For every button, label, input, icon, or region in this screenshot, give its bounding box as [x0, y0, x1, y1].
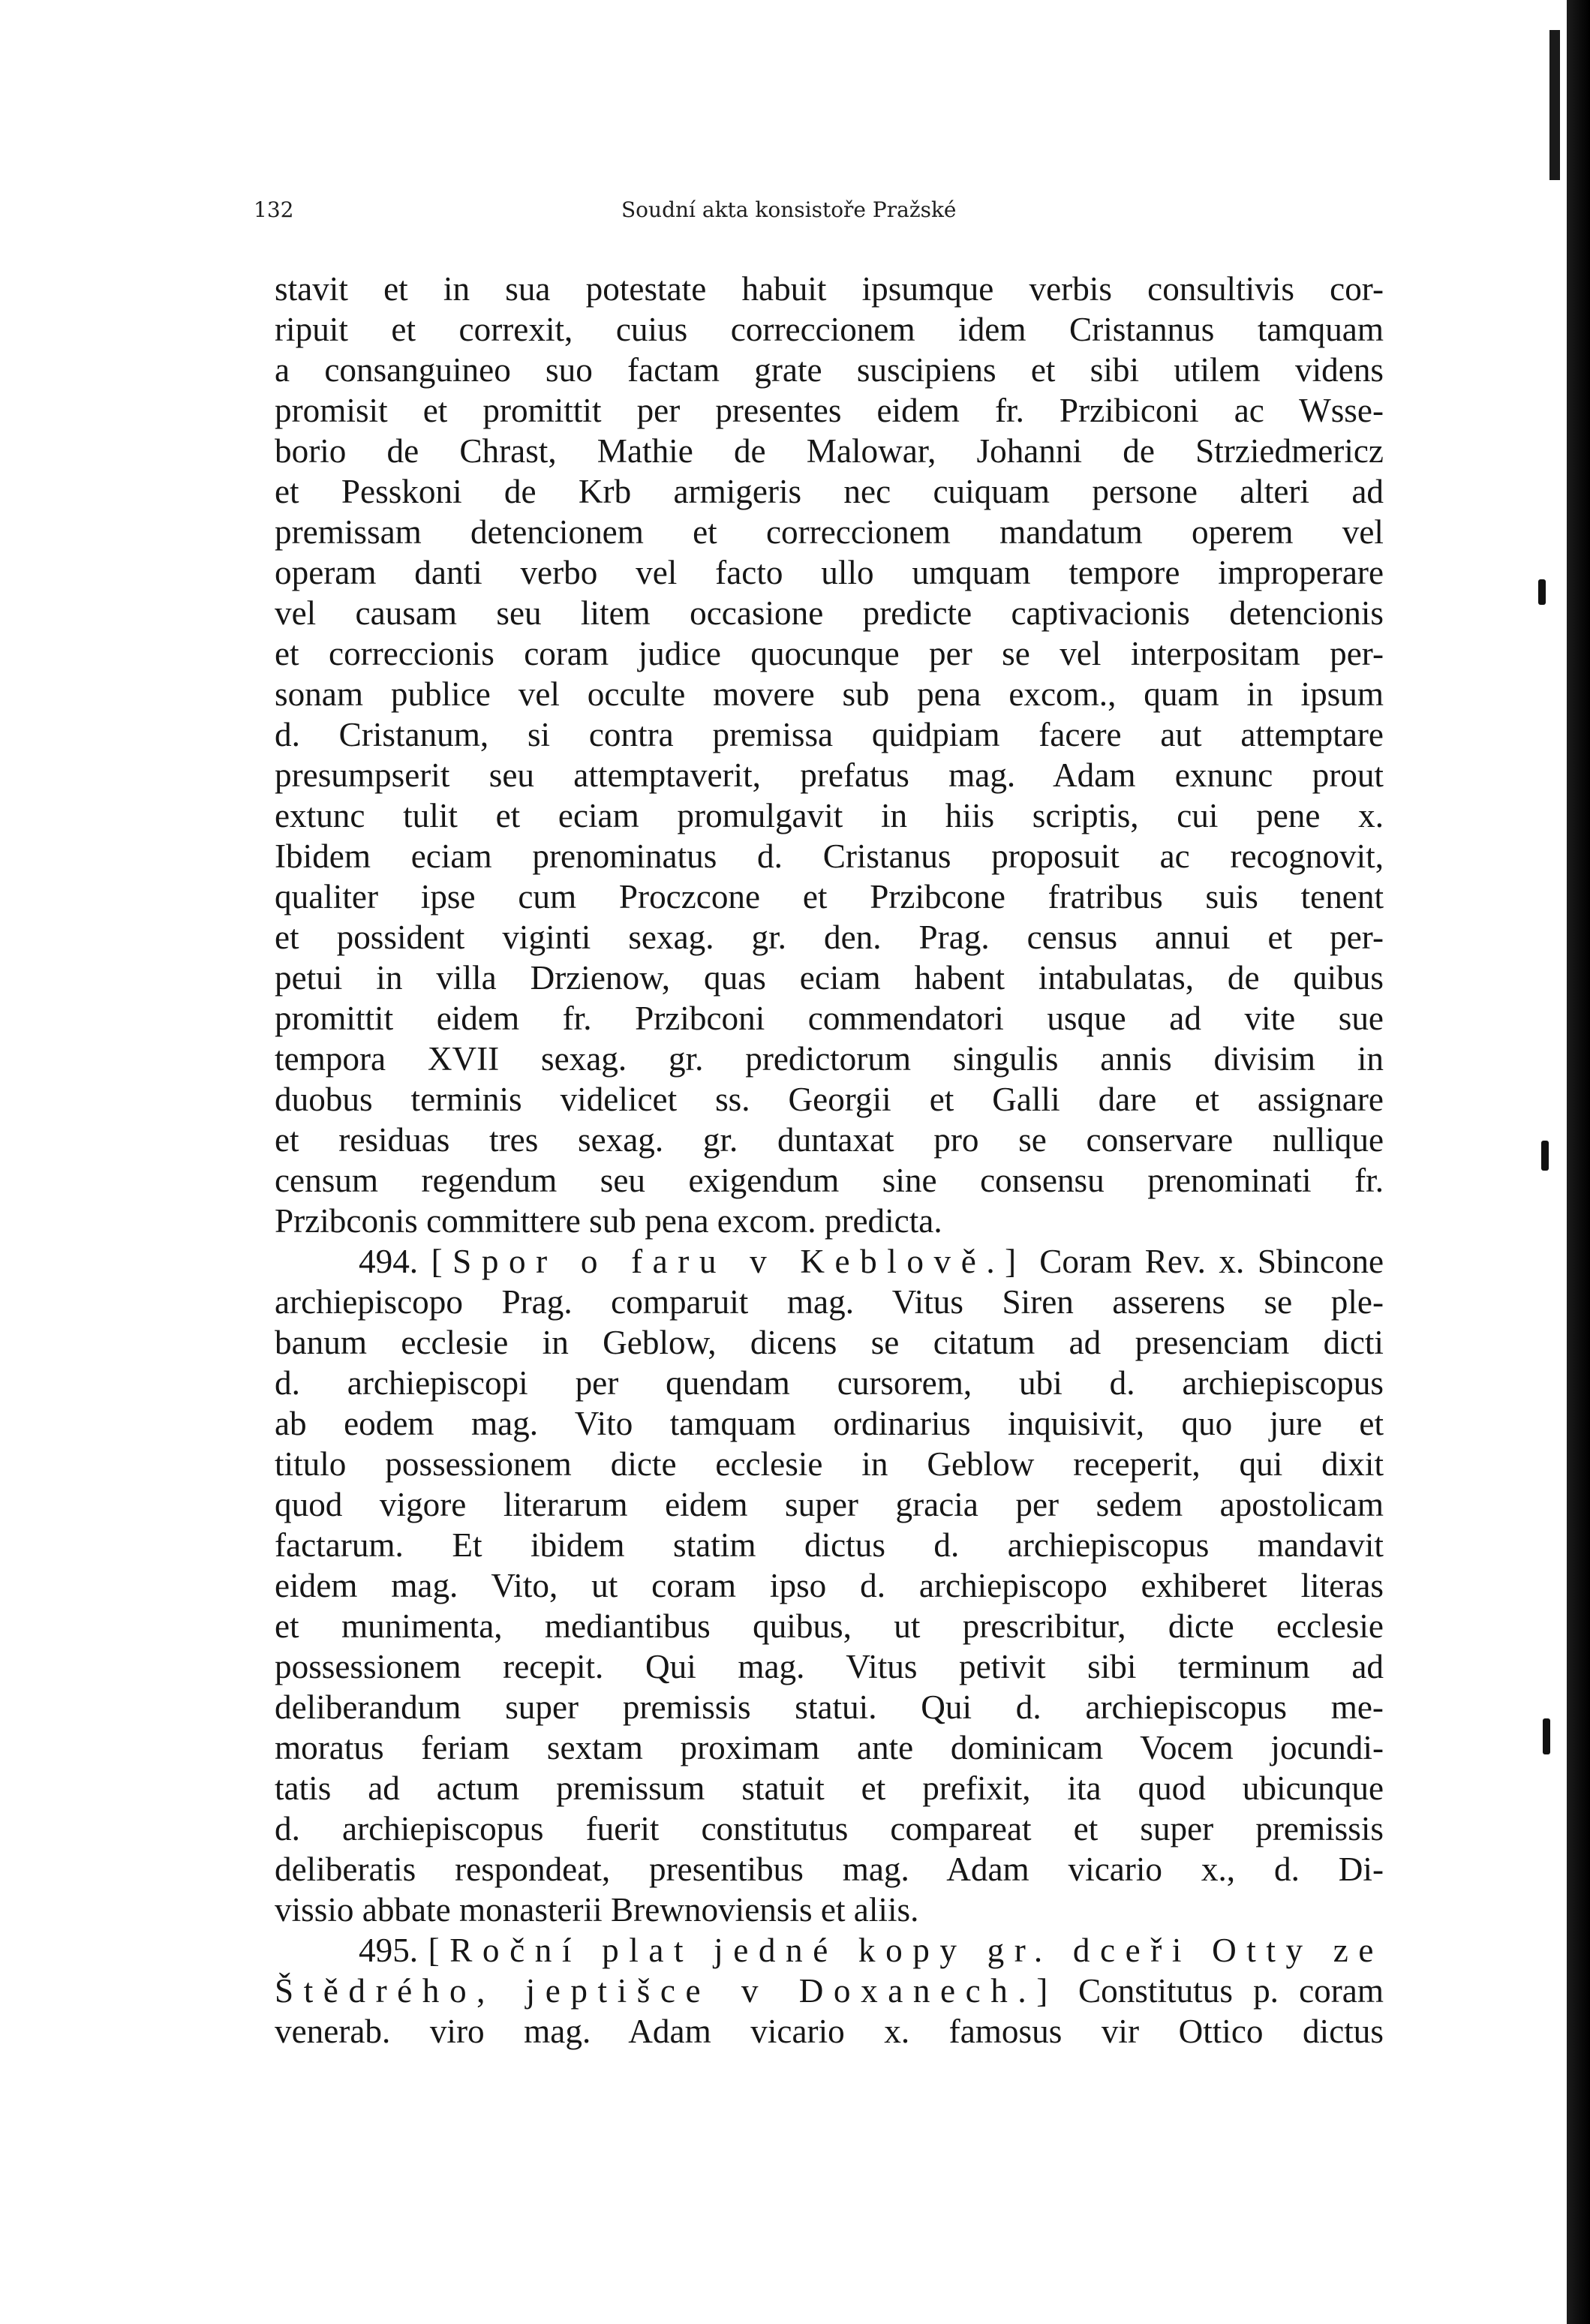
text-line: premissam detencionem et correccionem mandatum operem vel — [275, 513, 1384, 551]
entry-number: 494. — [359, 1243, 419, 1280]
text-line: d. Cristanum, si contra premissa quidpiam facere aut attemptare — [275, 716, 1384, 753]
entry-heading-continued: Štědrého, jeptišce v Doxanech.] — [275, 1972, 1058, 2010]
text-line: moratus feriam sextam proximam ante dominicam Vocem jocundi- — [275, 1729, 1384, 1766]
text-line: banum ecclesie in Geblow, dicens se citatum ad presenciam dicti — [275, 1324, 1384, 1361]
text-line: venerab. viro mag. Adam vicario x. famosus vir Ottico dictus — [275, 2013, 1384, 2050]
text-line: titulo possessionem dicte ecclesie in Geblow receperit, qui dixit — [275, 1445, 1384, 1483]
text-line: stavit et in sua potestate habuit ipsumque verbis consultivis cor- — [275, 270, 1384, 308]
text-line: Ibidem eciam prenominatus d. Cristanus proposuit ac recognovit, — [275, 837, 1384, 875]
text-line: et munimenta, mediantibus quibus, ut prescribitur, dicte ecclesie — [275, 1607, 1384, 1645]
text-line: et correccionis coram judice quocunque per se vel interpositam per- — [275, 635, 1384, 672]
entry-494 — [275, 1241, 1384, 1930]
text-line: extunc tulit et eciam promulgavit in hiis scriptis, cui pene x. — [275, 797, 1384, 834]
body-text — [275, 269, 1384, 2052]
text-line: et residuas tres sexag. gr. duntaxat pro se conservare nullique — [275, 1121, 1384, 1159]
text-line: deliberandum super premissis statui. Qui d. archiepiscopus me- — [275, 1688, 1384, 1726]
text-line: et Pesskoni de Krb armigeris nec cuiquam persone alteri ad — [275, 473, 1384, 510]
scan-edge-mark — [1541, 1141, 1549, 1171]
entry-heading: [Roční plat jedné kopy gr. dceři Otty ze — [428, 1932, 1384, 1969]
text-line: qualiter ipse cum Proczcone et Przibcone fratribus suis tenent — [275, 878, 1384, 915]
text-line: sonam publice vel occulte movere sub pena excom., quam in ipsum — [275, 675, 1384, 713]
scan-edge-mark — [1543, 1718, 1550, 1754]
running-title: Soudní akta konsistoře Pražské — [621, 197, 957, 222]
page-number: 132 — [254, 197, 294, 222]
text-line: archiepiscopo Prag. comparuit mag. Vitus Siren asserens se ple- — [275, 1283, 1384, 1321]
scan-edge — [1567, 0, 1590, 2324]
scan-edge-top — [1549, 30, 1560, 180]
text-line: vissio abbate monasterii Brewnoviensis et aliis. — [275, 1891, 919, 1929]
text-line: ab eodem mag. Vito tamquam ordinarius inquisivit, quo jure et — [275, 1405, 1384, 1442]
paragraph-continuation — [275, 269, 1384, 1241]
text-line: possessionem recepit. Qui mag. Vitus petivit sibi terminum ad — [275, 1648, 1384, 1685]
text-line: promisit et promittit per presentes eidem fr. Przibiconi ac Wsse- — [275, 392, 1384, 429]
text-line: d. archiepiscopus fuerit constitutus compareat et super premissis — [275, 1810, 1384, 1847]
text-line: a consanguineo suo factam grate suscipiens et sibi utilem videns — [275, 351, 1384, 389]
entry-first-line — [275, 1930, 1384, 1971]
text-line: deliberatis respondeat, presentibus mag. Adam vicario x., d. Di- — [275, 1850, 1384, 1888]
text-line: borio de Chrast, Mathie de Malowar, Johanni de Strziedmericz — [275, 432, 1384, 470]
text-line: et possident viginti sexag. gr. den. Prag. census annui et per- — [275, 918, 1384, 956]
entry-number: 495. — [359, 1932, 419, 1969]
text-line: petui in villa Drzienow, quas eciam habent intabulatas, de quibus — [275, 959, 1384, 997]
text-line: promittit eidem fr. Przibconi commendatori usque ad vite sue — [275, 1000, 1384, 1037]
text-segment: Constitutus p. coram — [1078, 1972, 1384, 2010]
text-line: eidem mag. Vito, ut coram ipso d. archiepiscopo exhiberet literas — [275, 1567, 1384, 1604]
text-line: censum regendum seu exigendum sine consensu prenominati fr. — [275, 1162, 1384, 1199]
scan-edge-mark — [1538, 579, 1546, 605]
entry-first-line — [275, 1241, 1384, 1282]
text-line: presumpserit seu attemptaverit, prefatus mag. Adam exnunc prout — [275, 756, 1384, 794]
text-line: vel causam seu litem occasione predicte captivacionis detencionis — [275, 594, 1384, 632]
text-line: operam danti verbo vel facto ullo umquam tempore improperare — [275, 554, 1384, 591]
running-head — [254, 197, 1034, 227]
entry-second-line — [275, 1971, 1384, 2011]
text-line: factarum. Et ibidem statim dictus d. archiepiscopus mandavit — [275, 1526, 1384, 1564]
entry-495 — [275, 1930, 1384, 2052]
text-line: tatis ad actum premissum statuit et prefixit, ita quod ubicunque — [275, 1769, 1384, 1807]
text-segment: Coram Rev. x. Sbincone — [1039, 1243, 1384, 1280]
text-line: Przibconis committere sub pena excom. predicta. — [275, 1202, 942, 1240]
text-line: ripuit et correxit, cuius correccionem idem Cristannus tamquam — [275, 311, 1384, 348]
entry-heading: [Spor o faru v Keblově.] — [431, 1243, 1026, 1280]
text-line: d. archiepiscopi per quendam cursorem, ubi d. archiepiscopus — [275, 1364, 1384, 1402]
text-line: duobus terminis videlicet ss. Georgii et Galli dare et assignare — [275, 1081, 1384, 1118]
text-line: quod vigore literarum eidem super gracia per sedem apostolicam — [275, 1486, 1384, 1523]
text-line: tempora XVII sexag. gr. predictorum singulis annis divisim in — [275, 1040, 1384, 1078]
